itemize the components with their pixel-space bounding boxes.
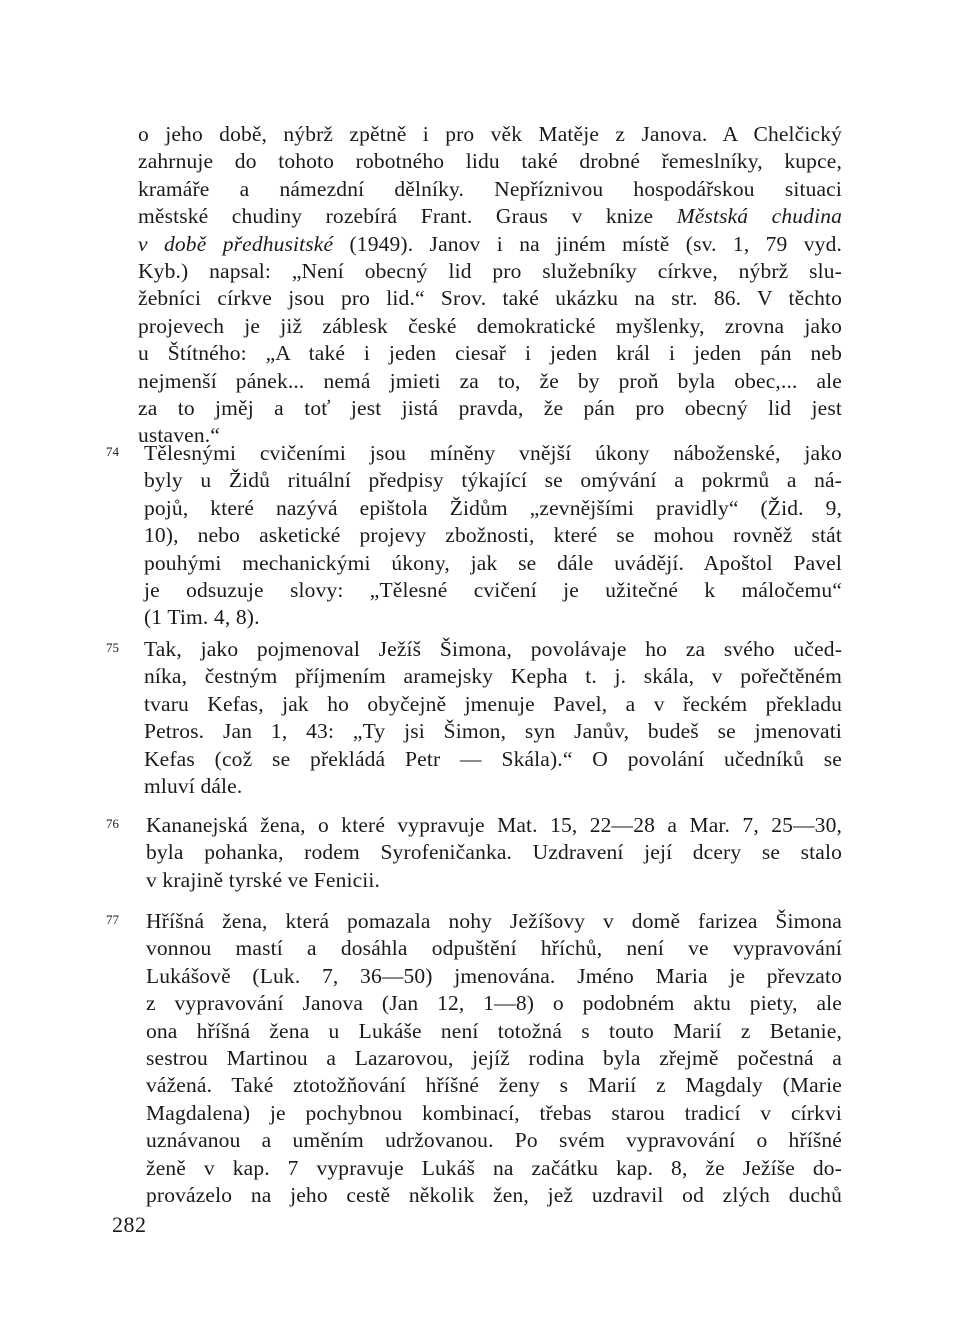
text-line: u Štítného: „A také i jeden ciesař i jeden král i jeden pán neb (138, 341, 842, 366)
text-line: vážená. Také ztotožňování hříšné ženy s Marií z Magdaly (Marie (146, 1073, 842, 1098)
text-line: byly u Židů rituální předpisy týkající se omývání a pokrmů a ná- (144, 468, 842, 493)
footnote-number: 75 (106, 640, 119, 655)
book-title-italic: v době předhusitské (138, 231, 334, 256)
page-number: 282 (112, 1212, 147, 1237)
text-line: pojů, které nazývá epištola Židům „zevnějšími pravidly“ (Žid. 9, (144, 495, 842, 520)
footnote-77 (146, 908, 842, 1209)
text-line: ženě v kap. 7 vypravuje Lukáš na začátku kap. 8, že Ježíše do- (146, 1155, 842, 1180)
text-line: Tělesnými cvičeními jsou míněny vnější úkony náboženské, jako (144, 441, 842, 465)
text-line: Kananejská žena, o které vypravuje Mat. 15, 22—28 a Mar. 7, 25—30, (146, 813, 842, 837)
footnote-number: 74 (106, 444, 119, 459)
text-line: Petros. Jan 1, 43: „Ty jsi Šimon, syn Janův, budeš se jmenovati (144, 719, 842, 744)
footnote-74 (144, 440, 842, 632)
text-line (138, 231, 842, 258)
footnote-76 (146, 812, 842, 894)
text-line: z vypravování Janova (Jan 12, 1—8) o podobném aktu piety, ale (146, 991, 842, 1016)
text-line: zahrnuje do tohoto robotného lidu také drobné řemeslníky, kupce, (138, 149, 842, 174)
text-line: nejmenší pánek... nemá jmieti za to, že by proň byla obec,... ale (138, 368, 842, 393)
text-line: (1 Tim. 4, 8). (144, 605, 260, 630)
text-line: o jeho době, nýbrž zpětně i pro věk Matěje z Janova. A Chelčický (138, 122, 842, 146)
text-line: sestrou Martinou a Lazarovou, jejíž rodina byla zřejmě počestná a (146, 1045, 842, 1070)
footnote-75 (144, 636, 842, 800)
text-fragment: (1949). Janov i na jiném místě (sv. 1, 79 vyd. (333, 231, 842, 256)
book-title-italic: Městská chudina (676, 204, 842, 229)
text-line: ona hříšná žena u Lukáše není totožná s touto Marií z Betanie, (146, 1018, 842, 1043)
text-line: byla pohanka, rodem Syrofeničanka. Uzdravení její dcery se stalo (146, 840, 842, 865)
footnote-number: 77 (106, 912, 119, 927)
intro-paragraph (138, 121, 842, 450)
text-line: mluví dále. (144, 773, 243, 798)
text-line: je odsuzuje slovy: „Tělesné cvičení je užitečné k máločemu“ (144, 577, 842, 602)
text-line: projevech je již záblesk české demokratické myšlenky, zrovna jako (138, 313, 842, 338)
text-line: žebníci církve jsou pro lid.“ Srov. také ukázku na str. 86. V těchto (138, 286, 842, 311)
footnote-number: 76 (106, 816, 119, 831)
text-line: kramáře a námezdní dělníky. Nepříznivou hospodářskou situaci (138, 176, 842, 201)
text-line: Hříšná žena, která pomazala nohy Ježíšovy v domě farizea Šimona (146, 909, 842, 933)
text-line: Lukášově (Luk. 7, 36—50) jmenována. Jméno Maria je převzato (146, 963, 842, 988)
text-line: 10), nebo asketické projevy zbožnosti, které se mohou rovněž stát (144, 523, 842, 548)
text-line: Kefas (což se překládá Petr — Skála).“ O povolání učedníků se (144, 746, 842, 771)
text-line (138, 203, 842, 230)
text-line: pouhými mechanickými úkony, jak se dále uvádějí. Apoštol Pavel (144, 550, 842, 575)
text-line: Tak, jako pojmenoval Ježíš Šimona, povolávaje ho za svého učed- (144, 637, 842, 661)
text-line: vonnou mastí a dosáhla odpuštění hříchů, není ve vypravování (146, 936, 842, 961)
text-line: v krajině tyrské ve Fenicii. (146, 867, 381, 892)
text-line: tvaru Kefas, jak ho obyčejně jmenuje Pavel, a v řeckém překladu (144, 691, 842, 716)
text-line: za to jměj a toť jest jistá pravda, že pán pro obecný lid jest (138, 395, 842, 420)
text-line: Magdalena) je pochybnou kombinací, třebas starou tradicí v církvi (146, 1100, 842, 1125)
text-line: Kyb.) napsal: „Není obecný lid pro služebníky církve, nýbrž slu- (138, 258, 842, 283)
text-line: níka, čestným příjmením aramejsky Kepha t. j. skála, v pořečtěném (144, 664, 842, 689)
text-line: ustaven.“ (138, 423, 220, 448)
text-fragment: městské chudiny rozebírá Frant. Graus v knize (138, 204, 654, 229)
text-line: provázelo na jeho cestě několik žen, jež uzdravil od zlých duchů (146, 1182, 842, 1207)
text-line: uznávanou a uměním udržovanou. Po svém vypravování o hříšné (146, 1128, 842, 1153)
